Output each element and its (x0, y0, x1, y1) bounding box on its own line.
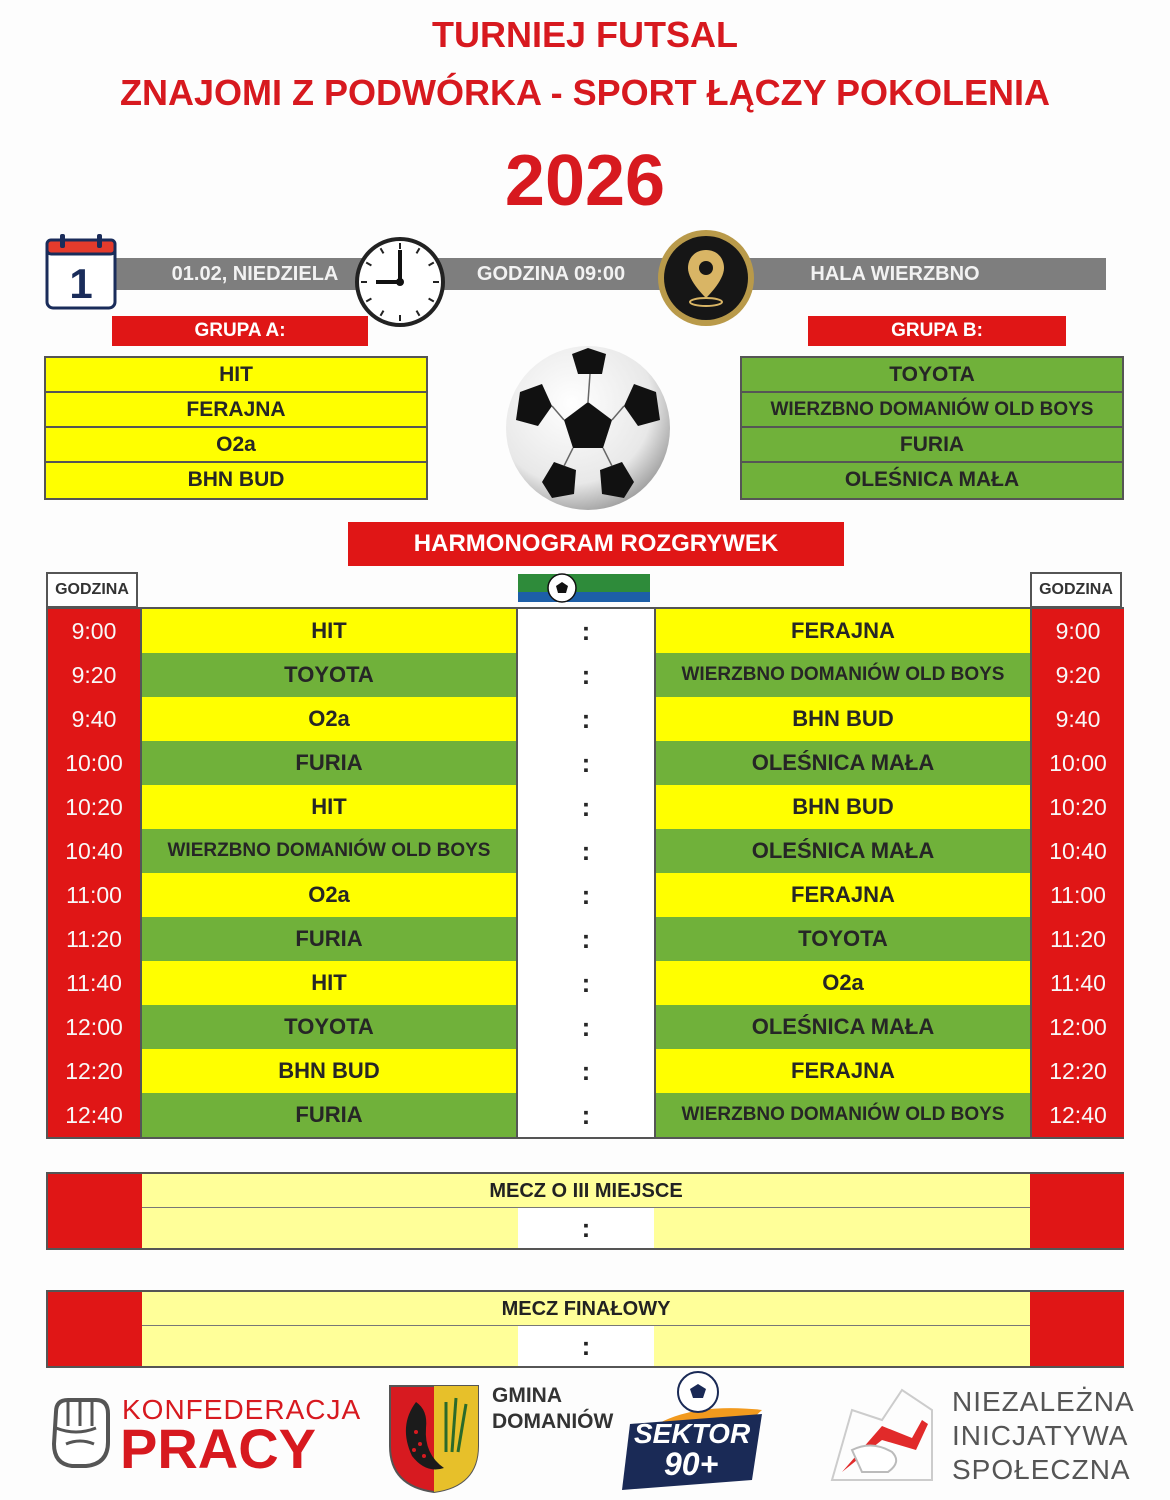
third-place-teams (142, 1208, 1030, 1248)
group-a-team: O2a (46, 428, 426, 463)
match-score-separator: : (518, 1005, 654, 1049)
event-venue: HALA WIERZBNO (810, 263, 980, 285)
group-b-team: TOYOTA (742, 358, 1122, 393)
match-time-right: 9:00 (1030, 609, 1124, 653)
gmina-line2: DOMANIÓW (492, 1410, 614, 1433)
match-score-separator: : (518, 697, 654, 741)
nis-line2: INICJATYWA (952, 1420, 1129, 1451)
match-time-left: 11:20 (48, 917, 142, 961)
match-row (48, 873, 1122, 917)
group-a-label: GRUPA A: (112, 316, 368, 346)
gmina-line1: GMINA (492, 1384, 562, 1407)
time-header-left: GODZINA (46, 572, 138, 608)
konfederacja-line2: PRACY (120, 1417, 317, 1480)
match-home-team: HIT (142, 785, 518, 829)
match-away-team: BHN BUD (654, 697, 1030, 741)
match-away-team: O2a (654, 961, 1030, 1005)
match-home-team: FURIA (142, 741, 518, 785)
match-time-right: 9:20 (1030, 653, 1124, 697)
group-b-table (740, 356, 1124, 500)
match-home-team: O2a (142, 873, 518, 917)
match-row (48, 917, 1122, 961)
title-line-1: TURNIEJ FUTSAL (432, 14, 738, 55)
match-away-team: WIERZBNO DOMANIÓW OLD BOYS (654, 653, 1030, 697)
match-home-team: HIT (142, 961, 518, 1005)
match-row (48, 741, 1122, 785)
third-place-label: MECZ O III MIEJSCE (142, 1174, 1030, 1208)
match-home-team: BHN BUD (142, 1049, 518, 1093)
match-score-separator: : (518, 609, 654, 653)
match-home-team: WIERZBNO DOMANIÓW OLD BOYS (142, 829, 518, 873)
match-time-left: 11:40 (48, 961, 142, 1005)
final-time-right (1030, 1292, 1124, 1366)
match-time-right: 11:20 (1030, 917, 1124, 961)
calendar-day: 1 (69, 260, 93, 307)
gmina-coat-of-arms-icon (386, 1382, 482, 1494)
match-score-separator: : (518, 1049, 654, 1093)
match-home-team: O2a (142, 697, 518, 741)
time-header-right: GODZINA (1030, 572, 1122, 608)
match-time-right: 9:40 (1030, 697, 1124, 741)
fist-logo-icon (46, 1392, 116, 1472)
match-time-right: 11:00 (1030, 873, 1124, 917)
group-b-team: WIERZBNO DOMANIÓW OLD BOYS (742, 393, 1122, 428)
sektor-line2: 90+ (664, 1446, 719, 1482)
final-time-left (48, 1292, 142, 1366)
match-time-right: 10:20 (1030, 785, 1124, 829)
match-time-left: 11:00 (48, 873, 142, 917)
match-time-right: 12:20 (1030, 1049, 1124, 1093)
match-row (48, 1005, 1122, 1049)
match-time-left: 9:20 (48, 653, 142, 697)
match-home-team: TOYOTA (142, 1005, 518, 1049)
group-b-team: FURIA (742, 428, 1122, 463)
match-time-right: 12:00 (1030, 1005, 1124, 1049)
match-time-right: 10:40 (1030, 829, 1124, 873)
match-away-team: FERAJNA (654, 873, 1030, 917)
match-away-team: OLEŚNICA MAŁA (654, 1005, 1030, 1049)
nis-line1: NIEZALEŻNA (952, 1386, 1135, 1417)
match-row (48, 609, 1122, 653)
third-place-time-right (1030, 1174, 1124, 1248)
match-time-left: 10:00 (48, 741, 142, 785)
match-home-team: FURIA (142, 917, 518, 961)
event-time: GODZINA 09:00 (476, 263, 626, 285)
match-away-team: OLEŚNICA MAŁA (654, 741, 1030, 785)
match-home-team: FURIA (142, 1093, 518, 1137)
nis-line3: SPOŁECZNA (952, 1454, 1131, 1485)
group-a-table (44, 356, 428, 500)
match-score-separator: : (518, 785, 654, 829)
calendar-icon (44, 232, 118, 312)
year-title: 2026 (504, 141, 666, 221)
match-row (48, 1093, 1122, 1137)
match-time-left: 12:20 (48, 1049, 142, 1093)
match-row (48, 785, 1122, 829)
group-a-team: HIT (46, 358, 426, 393)
match-row (48, 829, 1122, 873)
match-time-right: 11:40 (1030, 961, 1124, 1005)
match-time-right: 10:00 (1030, 741, 1124, 785)
match-row (48, 961, 1122, 1005)
third-place-separator: : (518, 1208, 654, 1248)
match-away-team: FERAJNA (654, 609, 1030, 653)
konfederacja-line1: KONFEDERACJA (122, 1394, 362, 1425)
final-label: MECZ FINAŁOWY (142, 1292, 1030, 1326)
field-ball-icon (518, 568, 650, 606)
soccer-ball-icon (502, 342, 674, 514)
match-score-separator: : (518, 741, 654, 785)
match-score-separator: : (518, 1093, 654, 1137)
handshake-logo-icon (812, 1380, 942, 1490)
match-away-team: BHN BUD (654, 785, 1030, 829)
match-time-left: 12:00 (48, 1005, 142, 1049)
match-home-team: HIT (142, 609, 518, 653)
group-b-label: GRUPA B: (808, 316, 1066, 346)
location-pin-icon (656, 228, 756, 328)
final-separator: : (518, 1326, 654, 1366)
match-score-separator: : (518, 829, 654, 873)
match-away-team: FERAJNA (654, 1049, 1030, 1093)
match-score-separator: : (518, 653, 654, 697)
match-home-team: TOYOTA (142, 653, 518, 697)
match-score-separator: : (518, 917, 654, 961)
match-time-left: 12:40 (48, 1093, 142, 1137)
schedule-title: HARMONOGRAM ROZGRYWEK (348, 522, 844, 566)
match-away-team: TOYOTA (654, 917, 1030, 961)
match-away-team: OLEŚNICA MAŁA (654, 829, 1030, 873)
sektor-line1: SEKTOR (634, 1418, 751, 1449)
match-score-separator: : (518, 961, 654, 1005)
match-row (48, 653, 1122, 697)
third-place-match (46, 1172, 1124, 1250)
match-away-team: WIERZBNO DOMANIÓW OLD BOYS (654, 1093, 1030, 1137)
match-time-right: 12:40 (1030, 1093, 1124, 1137)
final-match (46, 1290, 1124, 1368)
third-place-time-left (48, 1174, 142, 1248)
match-time-left: 9:40 (48, 697, 142, 741)
group-b-team: OLEŚNICA MAŁA (742, 463, 1122, 498)
match-time-left: 10:20 (48, 785, 142, 829)
event-date: 01.02, NIEDZIELA (171, 263, 339, 285)
match-time-left: 9:00 (48, 609, 142, 653)
match-row (48, 1049, 1122, 1093)
clock-icon (354, 236, 446, 328)
schedule-table (46, 607, 1124, 1139)
match-time-left: 10:40 (48, 829, 142, 873)
final-teams (142, 1326, 1030, 1366)
group-a-team: FERAJNA (46, 393, 426, 428)
title-line-2: ZNAJOMI Z PODWÓRKA - SPORT ŁĄCZY POKOLENIA (119, 72, 1050, 113)
match-score-separator: : (518, 873, 654, 917)
match-row (48, 697, 1122, 741)
group-a-team: BHN BUD (46, 463, 426, 498)
